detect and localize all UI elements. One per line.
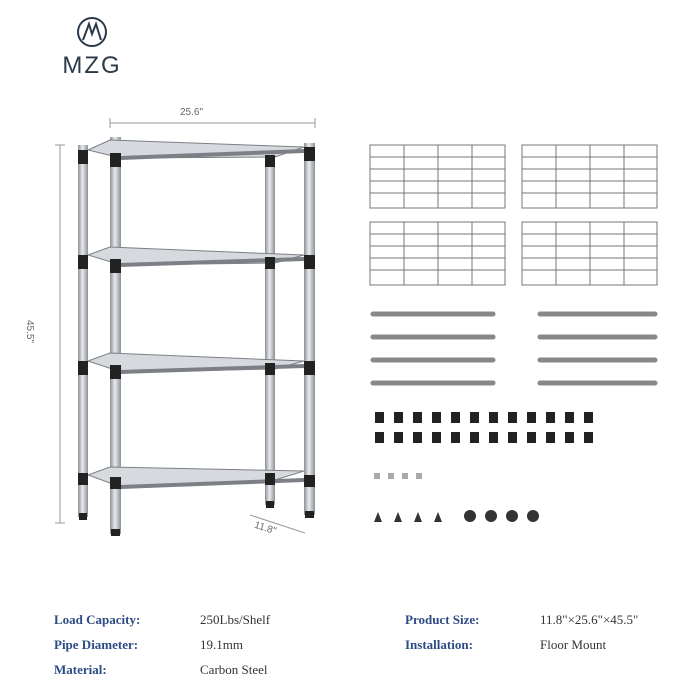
pipe-diameter-label: Pipe Diameter: <box>54 637 139 652</box>
width-dimension: 25.6" <box>180 107 204 118</box>
installation-value: Floor Mount <box>540 637 607 652</box>
post-back-right <box>265 153 275 505</box>
material-label: Material: <box>54 662 107 677</box>
load-capacity-value: 250Lbs/Shelf <box>200 612 271 627</box>
logo-text: MZG <box>62 52 122 79</box>
material-value: Carbon Steel <box>200 662 268 677</box>
spec-table <box>0 606 700 700</box>
post-back-left <box>78 145 88 517</box>
logo-emblem-icon <box>52 14 132 54</box>
depth-dimension: 11.8" <box>252 519 278 538</box>
shelf-illustration <box>0 95 700 565</box>
height-dimension: 45.5" <box>24 320 35 344</box>
brand-logo <box>52 14 132 80</box>
post-front-right <box>304 143 315 515</box>
product-size-value: 11.8"×25.6"×45.5" <box>540 612 639 627</box>
product-figure <box>0 95 700 565</box>
load-capacity-label: Load Capacity: <box>54 612 141 627</box>
product-size-label: Product Size: <box>405 612 480 627</box>
pipe-diameter-value: 19.1mm <box>200 637 243 652</box>
installation-label: Installation: <box>405 637 473 652</box>
